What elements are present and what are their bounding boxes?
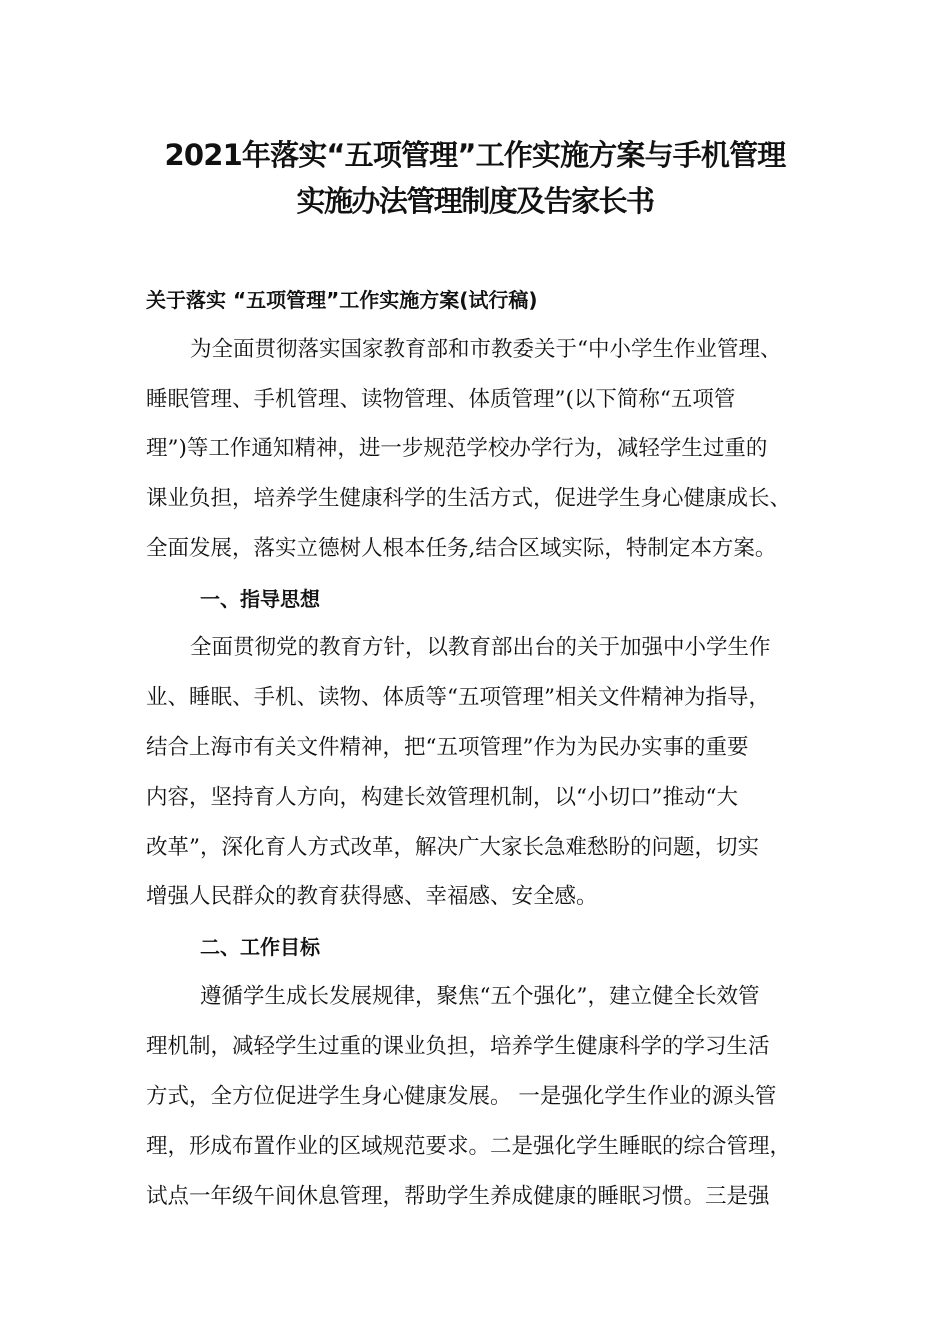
document-title-line-2: 实施办法管理制度及告家长书 <box>296 184 654 218</box>
section1-line: 内容，坚持育人方向，构建长效管理机制，以“小切口”推动“大 <box>146 785 738 810</box>
section1-line: 增强人民群众的教育获得感、幸福感、安全感。 <box>146 884 598 909</box>
section2-line: 理机制，减轻学生过重的课业负担，培养学生健康科学的学习生活 <box>146 1034 770 1059</box>
section1-line: 结合上海市有关文件精神，把“五项管理”作为为民办实事的重要 <box>146 735 749 760</box>
section1-line: 改革”，深化育人方式改革，解决广大家长急难愁盼的问题，切实 <box>146 835 759 860</box>
intro-line: 理”)等工作通知精神，进一步规范学校办学行为，减轻学生过重的 <box>146 436 768 461</box>
intro-line: 课业负担，培养学生健康科学的生活方式，促进学生身心健康成长、 <box>146 486 792 511</box>
section2-line: 试点一年级午间休息管理，帮助学生养成健康的睡眠习惯。三是强 <box>146 1184 770 1209</box>
document-subtitle: 关于落实 “五项管理”工作实施方案(试行稿) <box>146 288 538 312</box>
section2-line: 遵循学生成长发展规律，聚焦“五个强化”，建立健全长效管 <box>200 984 760 1009</box>
section1-line: 业、睡眠、手机、读物、体质等“五项管理”相关文件精神为指导， <box>146 685 770 710</box>
section2-line: 方式，全方位促进学生身心健康发展。 一是强化学生作业的源头管 <box>146 1084 777 1109</box>
section-heading-work-goals: 二、工作目标 <box>200 935 320 959</box>
section2-line: 理，形成布置作业的区域规范要求。二是强化学生睡眠的综合管理， <box>146 1134 792 1159</box>
intro-line: 睡眠管理、手机管理、读物管理、体质管理”(以下简称“五项管 <box>146 387 736 412</box>
document-title-line-1: 2021年落实“五项管理”工作实施方案与手机管理 <box>164 138 786 172</box>
section-heading-guiding-ideology: 一、指导思想 <box>200 587 320 611</box>
section1-line: 全面贯彻党的教育方针，以教育部出台的关于加强中小学生作 <box>190 635 771 660</box>
intro-line: 全面发展，落实立德树人根本任务,结合区域实际，特制定本方案。 <box>146 536 777 561</box>
intro-line: 为全面贯彻落实国家教育部和市教委关于“中小学生作业管理、 <box>190 337 782 362</box>
